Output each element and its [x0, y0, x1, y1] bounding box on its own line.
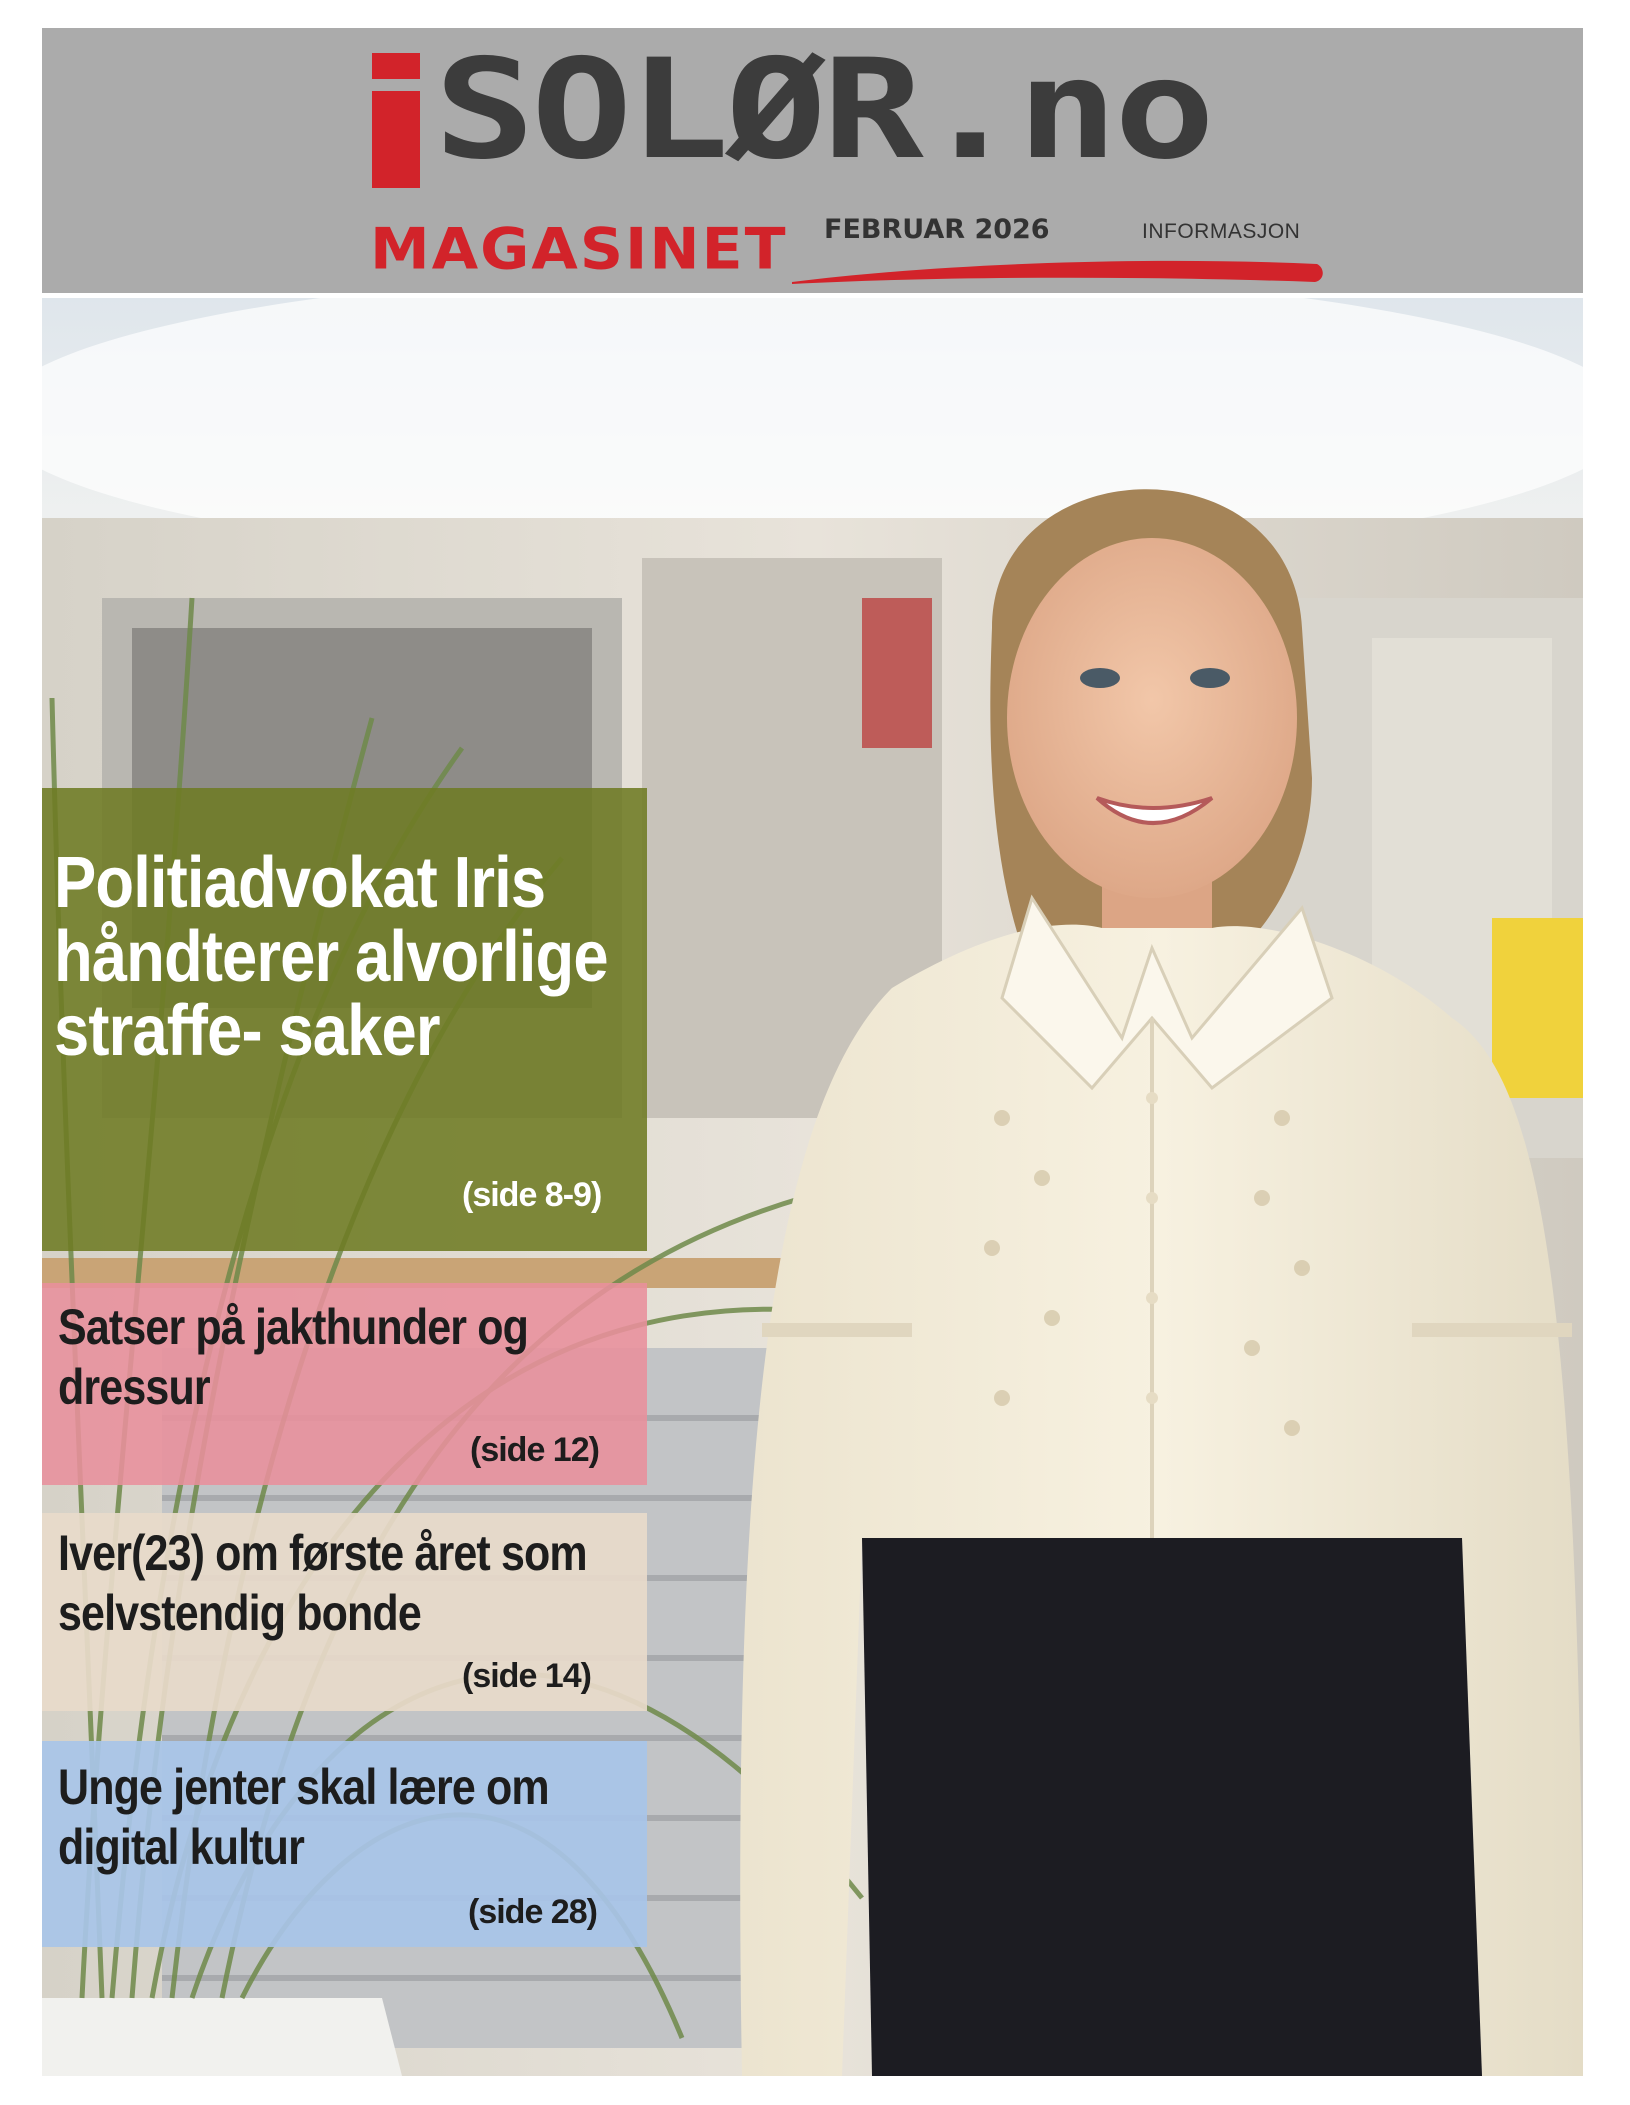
logo-tld: .no: [919, 29, 1212, 190]
masthead: [42, 28, 1583, 293]
magazine-subtitle: MAGASINET: [370, 216, 788, 283]
main-story-box[interactable]: [42, 788, 647, 1251]
red-swoosh-decoration: [787, 250, 1327, 290]
logo-i-mark: [372, 53, 420, 188]
main-story-headline: Politiadvokat Iris håndterer alvorlige straffe- saker: [54, 843, 608, 1071]
issue-date: FEBRUAR 2026: [824, 214, 1050, 245]
logo-wordmark: [434, 29, 1212, 190]
story-headline: Unge jenter skal lære om digital kultur: [58, 1759, 549, 1875]
story-headline: Iver(23) om første året som selvstendig bonde: [58, 1525, 587, 1641]
story-page-ref: (side 12): [470, 1431, 599, 1469]
story-page-ref: (side 14): [462, 1657, 591, 1695]
logo-name: SOLØR: [434, 29, 920, 190]
story-box-hunting-dogs[interactable]: [42, 1283, 647, 1485]
story-box-digital-culture[interactable]: [42, 1741, 647, 1947]
story-page-ref: (side 28): [468, 1893, 597, 1931]
main-story-page-ref: (side 8-9): [462, 1176, 602, 1214]
information-label: INFORMASJON: [1142, 220, 1301, 243]
story-headline: Satser på jakthunder og dressur: [58, 1299, 529, 1415]
magazine-cover: [42, 28, 1583, 2076]
story-box-farmer[interactable]: [42, 1513, 647, 1711]
